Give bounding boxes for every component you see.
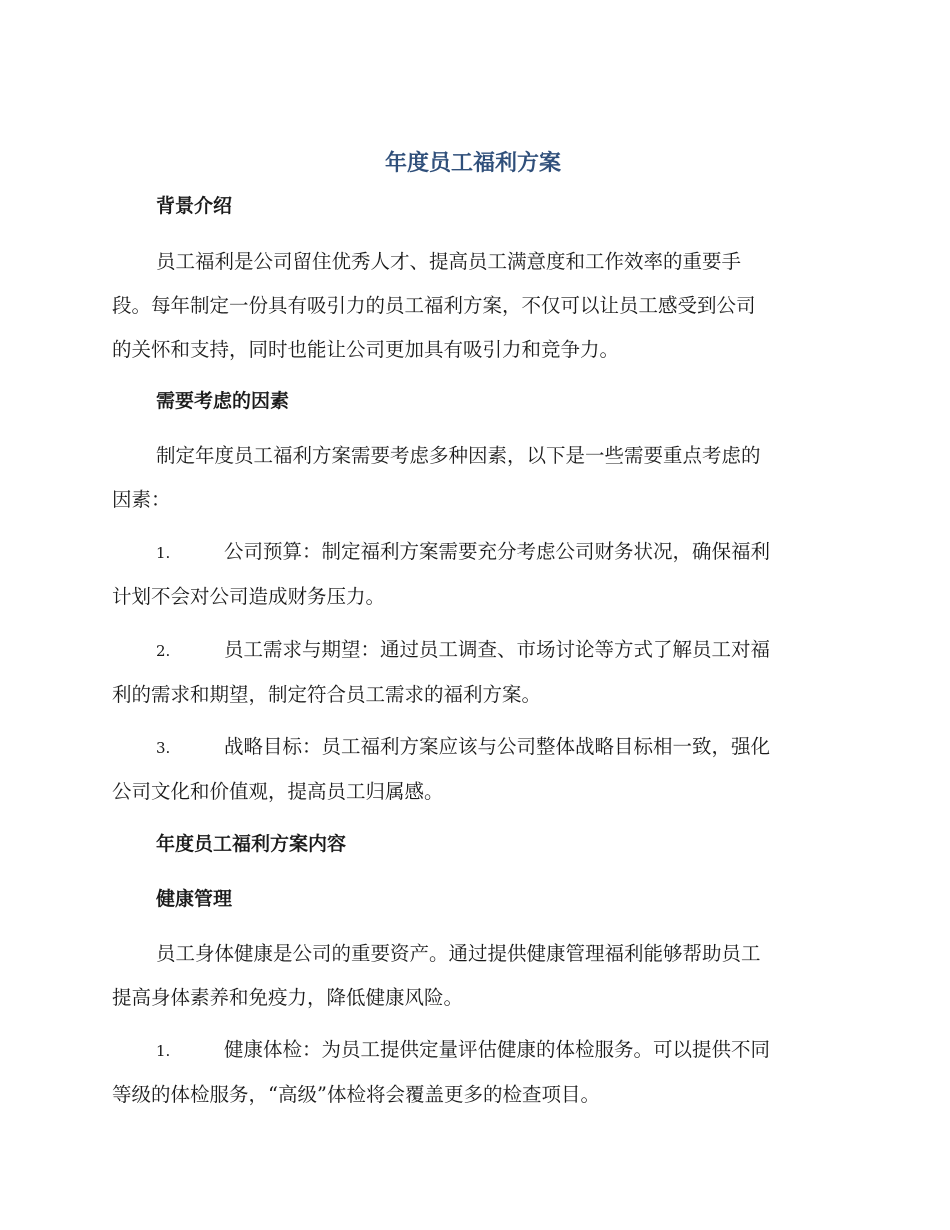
text-line: 因素： [112, 488, 171, 511]
text-line: 公司预算：制定福利方案需要充分考虑公司财务状况，确保福利 [224, 540, 771, 563]
paragraph-background [112, 240, 834, 372]
health-list-item [112, 1028, 834, 1117]
text-line: 段。每年制定一份具有吸引力的员工福利方案，不仅可以让员工感受到公司 [112, 294, 756, 317]
heading-content: 年度员工福利方案内容 [156, 833, 347, 855]
list-number: 2. [156, 642, 171, 660]
text-line: 计划不会对公司造成财务压力。 [112, 585, 386, 608]
text-line: 战略目标：员工福利方案应该与公司整体战略目标相一致，强化 [224, 735, 771, 758]
factor-list-item [112, 628, 834, 717]
text-line: 制定年度员工福利方案需要考虑多种因素，以下是一些需要重点考虑的 [156, 444, 761, 467]
list-number: 1. [156, 544, 171, 562]
heading-background: 背景介绍 [156, 195, 233, 217]
text-line: 等级的体检服务，“高级”体检将会覆盖更多的检查项目。 [112, 1083, 600, 1106]
text-line: 员工福利是公司留住优秀人才、提高员工满意度和工作效率的重要手 [156, 250, 742, 273]
paragraph-health [112, 932, 834, 1020]
document-title: 年度员工福利方案 [384, 151, 561, 176]
text-line: 健康体检：为员工提供定量评估健康的体检服务。可以提供不同 [224, 1038, 771, 1061]
factor-list-item [112, 725, 834, 814]
heading-factors: 需要考虑的因素 [156, 390, 290, 412]
paragraph-factors-intro [112, 434, 834, 522]
heading-health: 健康管理 [156, 888, 233, 910]
factor-list-item [112, 530, 834, 619]
text-line: 提高身体素养和免疫力，降低健康风险。 [112, 986, 464, 1009]
text-line: 员工身体健康是公司的重要资产。通过提供健康管理福利能够帮助员工 [156, 942, 761, 965]
list-number: 1. [156, 1042, 171, 1060]
text-line: 员工需求与期望：通过员工调查、市场讨论等方式了解员工对福 [224, 638, 771, 661]
list-number: 3. [156, 739, 171, 757]
text-line: 利的需求和期望，制定符合员工需求的福利方案。 [112, 683, 542, 706]
text-line: 的关怀和支持，同时也能让公司更加具有吸引力和竞争力。 [112, 338, 620, 361]
text-line: 公司文化和价值观，提高员工归属感。 [112, 780, 444, 803]
